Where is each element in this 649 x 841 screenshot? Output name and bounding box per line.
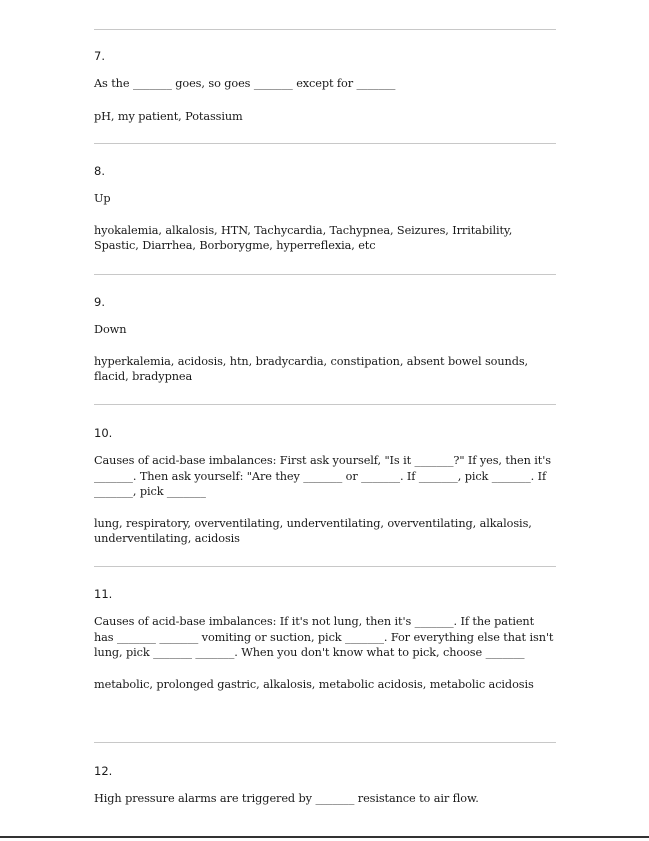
card-question: Down (94, 323, 127, 336)
card-number: 8. (94, 164, 105, 178)
card-answer: pH, my patient, Potassium (94, 109, 243, 123)
card-answer: hyokalemia, alkalosis, HTN, Tachycardia, Tachypnea, Seizures, Irritability, Spastic, Diarrhea, Borborygme, hyperreflexia, etc (94, 223, 513, 252)
card-answer: lung, respiratory, overventilating, underventilating, overventilating, alkalosis, underventilating, acidosis (94, 516, 532, 545)
card-question: As the _______ goes, so goes _______ except for _______ (94, 77, 396, 90)
divider (94, 742, 556, 743)
divider (94, 143, 556, 144)
card-answer: hyperkalemia, acidosis, htn, bradycardia, constipation, absent bowel sounds, flacid, bradypnea (94, 354, 529, 383)
card-number: 12. (94, 764, 113, 778)
card-question: Causes of acid-base imbalances: First ask yourself, "Is it _______?" If yes, then it's _______. Then ask yourself: "Are they _______ or _______. If _______, pick _______. If _______, pick _______ (94, 454, 551, 498)
flashcard-9 (94, 295, 556, 385)
card-number: 11. (94, 587, 113, 601)
flashcard-7 (94, 49, 556, 124)
card-question: Causes of acid-base imbalances: If it's not lung, then it's _______. If the patient has _______ _______ vomiting or suction, pick _______. For everything else that isn't lung, pick _______ _______. When you don't know what to pick, choose _______ (94, 615, 554, 659)
card-number: 9. (94, 295, 105, 309)
card-question: High pressure alarms are triggered by _______ resistance to air flow. (94, 792, 479, 805)
card-number: 7. (94, 49, 105, 63)
card-number: 10. (94, 426, 113, 440)
divider (94, 404, 556, 405)
divider (94, 274, 556, 275)
card-answer: metabolic, prolonged gastric, alkalosis, metabolic acidosis, metabolic acidosis (94, 677, 534, 691)
divider (94, 566, 556, 567)
flashcard-8 (94, 164, 556, 254)
flashcard-11 (94, 587, 556, 692)
flashcard-12 (94, 764, 556, 807)
divider (94, 29, 556, 30)
card-question: Up (94, 192, 111, 205)
page-bottom-border (0, 836, 649, 838)
flashcard-10 (94, 426, 556, 547)
